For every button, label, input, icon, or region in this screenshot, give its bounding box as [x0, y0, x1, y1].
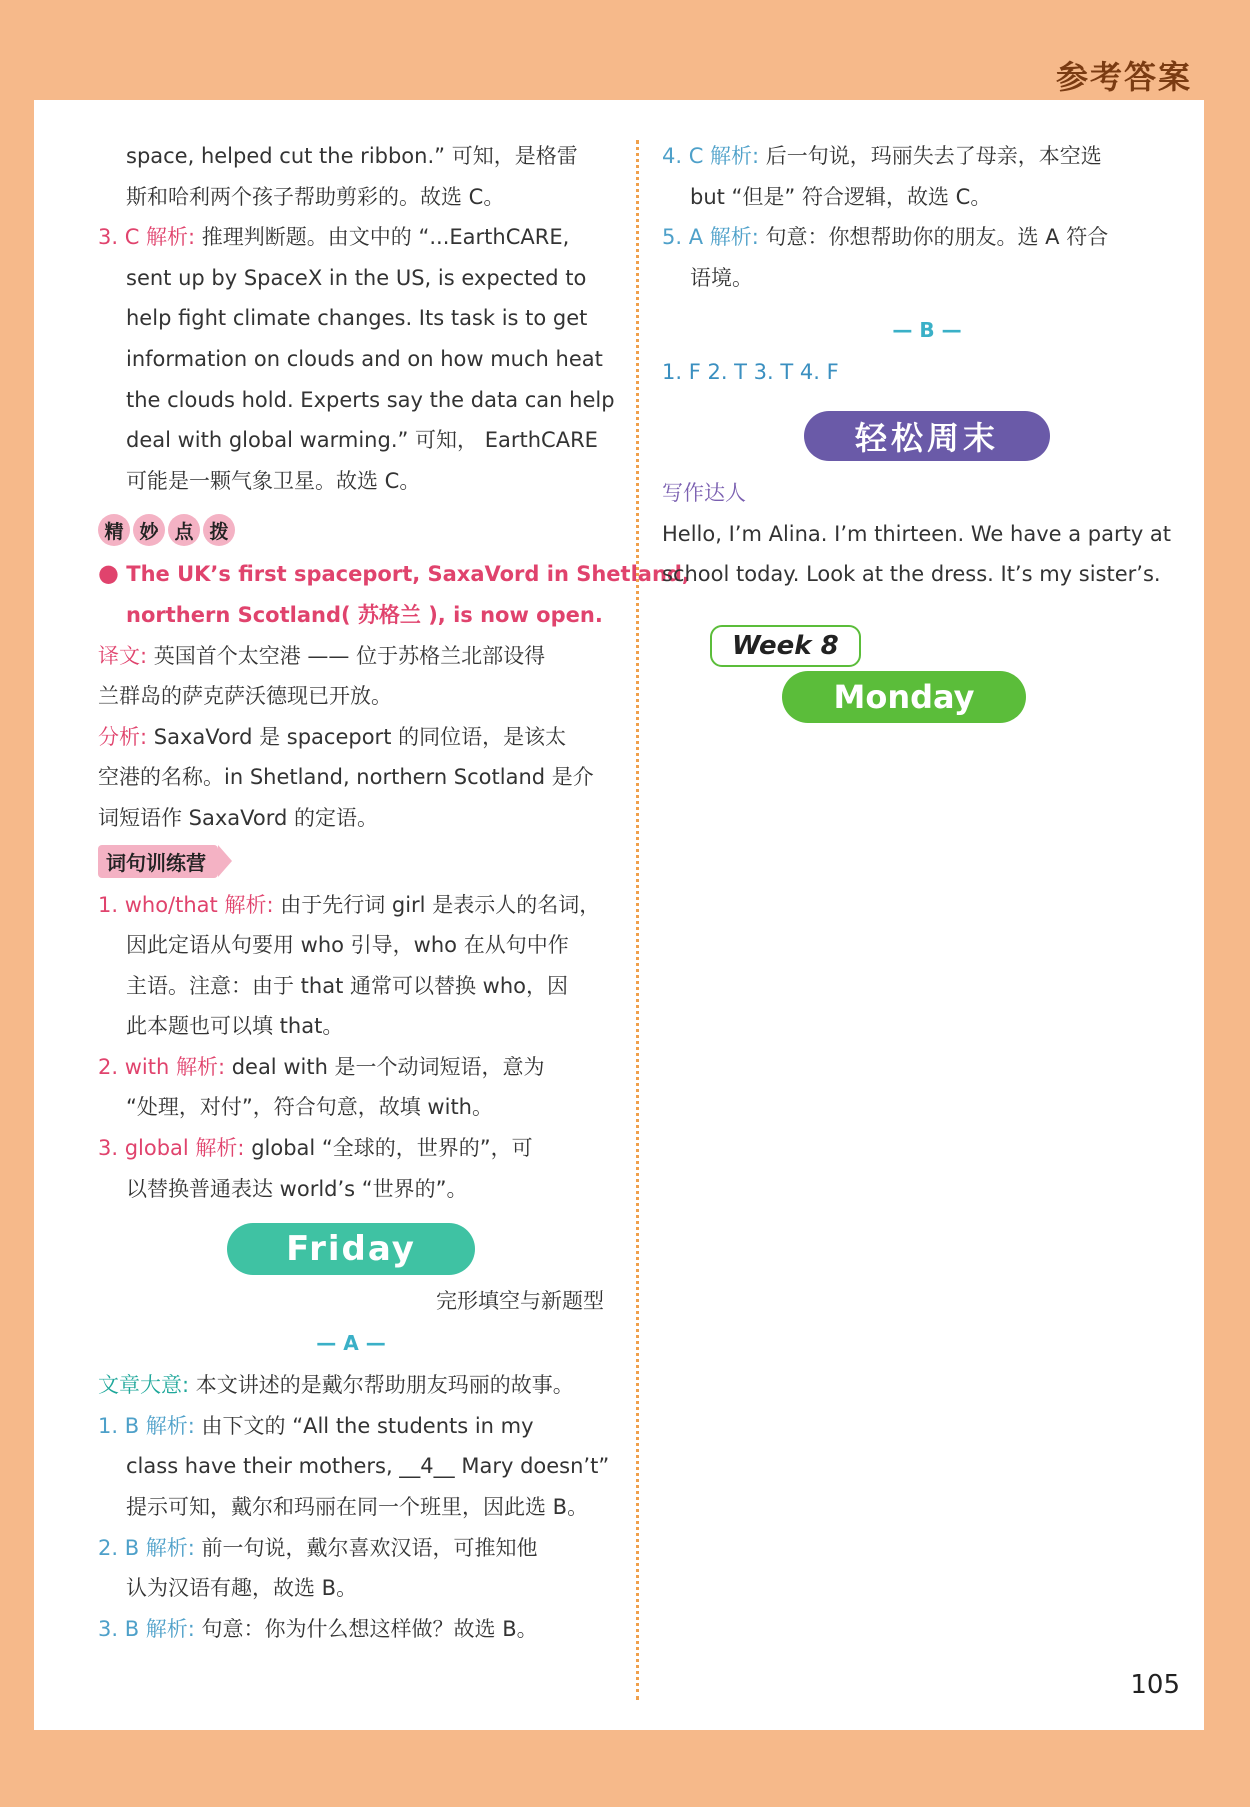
section-a-mark: — A —	[316, 1331, 386, 1356]
answer-text: 推理判断题。由文中的 “...EarthCARE,	[195, 225, 570, 250]
camp-badge	[98, 839, 604, 885]
page-number: 105	[1130, 1670, 1180, 1700]
cloze-item-4: 4. C 解析: 后一句说，玛丽失去了母亲，本空选	[662, 144, 1102, 168]
weekend-banner: 轻松周末	[804, 411, 1050, 461]
translation: 译文: 英国首个太空港 —— 位于苏格兰北部设得	[98, 643, 546, 668]
camp-item-2: 2. with 解析: deal with 是一个动词短语，意为	[98, 1054, 545, 1079]
text-line: 主语。注意：由于 that 通常可以替换 who，因	[126, 973, 569, 998]
text-line: “处理，对付”，符合句意，故填 with。	[126, 1095, 493, 1120]
tips-badge	[98, 507, 604, 553]
text-line: 以替换普通表达 world’s “世界的”。	[126, 1176, 468, 1201]
gist: 文章大意: 本文讲述的是戴尔帮助朋友玛丽的故事。	[98, 1373, 574, 1398]
day-subtitle: 完形填空与新题型	[436, 1289, 604, 1314]
left-column	[98, 136, 690, 1649]
text-line: deal with global warming.” 可知， EarthCARE	[126, 428, 598, 453]
text-line: 空港的名称。in Shetland, northern Scotland 是介	[98, 765, 594, 790]
text-line: 提示可知，戴尔和玛丽在同一个班里，因此选 B。	[126, 1495, 589, 1520]
text-line: 此本题也可以填 that。	[126, 1014, 344, 1039]
text-line: Hello, I’m Alina. I’m thirteen. We have a party at	[662, 521, 1172, 546]
bullet-icon: ●	[98, 559, 119, 588]
b-answers: 1. F 2. T 3. T 4. F	[662, 360, 839, 385]
tips-char: 精	[98, 514, 130, 546]
column-divider	[636, 140, 639, 1700]
analysis: 分析: SaxaVord 是 spaceport 的同位语，是该太	[98, 724, 567, 749]
answer-tag: 3. C 解析:	[98, 225, 196, 250]
text-line: information on clouds and on how much heat	[126, 346, 603, 371]
text-line: the clouds hold. Experts say the data can help	[126, 387, 615, 412]
tips-char: 妙	[133, 514, 165, 546]
week-tag: Week 8	[710, 625, 861, 667]
day-banner-friday: Friday	[227, 1223, 475, 1275]
tips-char: 拨	[203, 514, 235, 546]
cloze-item-3: 3. B 解析: 句意：你为什么想这样做？故选 B。	[98, 1616, 538, 1641]
tip-sentence: ● The UK’s first spaceport, SaxaVord in Shetland,	[98, 559, 690, 588]
text-line: sent up by SpaceX in the US, is expected to	[126, 265, 587, 290]
cloze-item-5: 5. A 解析: 句意：你想帮助你的朋友。选 A 符合	[662, 225, 1109, 250]
text-line: class have their mothers, __4__ Mary doesn’t”	[126, 1454, 610, 1479]
text-line: 语境。	[690, 265, 753, 290]
camp-item-3: 3. global 解析: global “全球的，世界的”，可	[98, 1136, 533, 1161]
tip-sentence: northern Scotland( 苏格兰 ), is now open.	[126, 602, 603, 627]
text-line: 可能是一颗气象卫星。故选 C。	[126, 468, 421, 493]
text-line: space, helped cut the ribbon.” 可知，是格雷	[126, 144, 578, 168]
tips-char: 点	[168, 514, 200, 546]
text-line: 斯和哈利两个孩子帮助剪彩的。故选 C。	[126, 184, 505, 209]
text-line: 词短语作 SaxaVord 的定语。	[98, 805, 379, 830]
text-line: 因此定语从句要用 who 引导，who 在从句中作	[126, 933, 569, 958]
text-line: 兰群岛的萨克萨沃德现已开放。	[98, 684, 392, 709]
text-line: 认为汉语有趣，故选 B。	[126, 1576, 358, 1601]
cloze-item-2: 2. B 解析: 前一句说，戴尔喜欢汉语，可推知他	[98, 1535, 538, 1560]
right-column	[662, 136, 1192, 723]
header-title: 参考答案	[1055, 58, 1192, 96]
analysis-tag: 分析:	[98, 724, 148, 749]
cloze-item-1: 1. B 解析: 由下文的 “All the students in my	[98, 1413, 534, 1438]
translation-tag: 译文:	[98, 643, 148, 668]
camp-label: 词句训练营	[98, 845, 218, 878]
day-banner-monday: Monday	[782, 671, 1026, 723]
text-line: school today. Look at the dress. It’s my sister’s.	[662, 562, 1161, 587]
camp-item-1: 1. who/that 解析: 由于先行词 girl 是表示人的名词，	[98, 892, 601, 917]
week-tag-row	[710, 625, 1192, 667]
answer-item-3	[98, 217, 604, 258]
answer-page	[34, 100, 1204, 1730]
writer-label: 写作达人	[662, 480, 746, 505]
text-line: help fight climate changes. Its task is to get	[126, 306, 588, 331]
text-line: but “但是” 符合逻辑，故选 C。	[690, 184, 992, 209]
section-b-mark: — B —	[892, 318, 962, 343]
